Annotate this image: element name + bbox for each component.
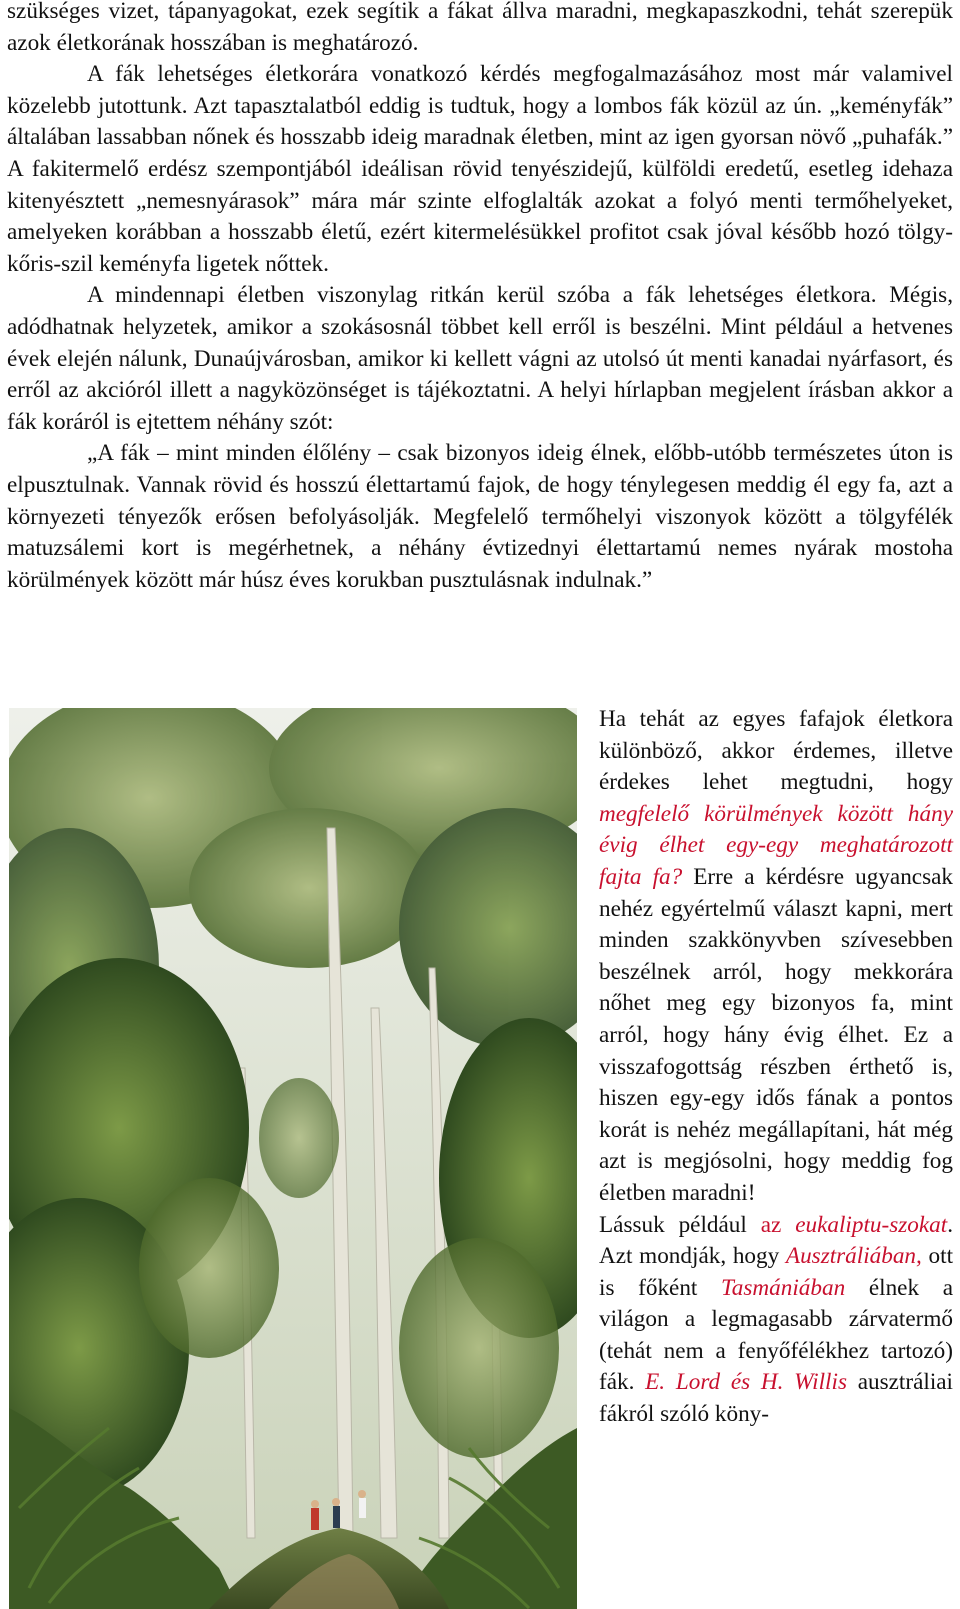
side-text-ending: ausztráliai fákról szóló köny- — [599, 1369, 953, 1428]
side-text-az: az — [760, 1211, 796, 1238]
side-text-eukaliptuszokat: eukaliptu-szokat — [795, 1211, 948, 1238]
side-text-block — [599, 704, 953, 1431]
main-text-block — [7, 0, 953, 596]
side-text-intro: Ha tehát az egyes fafajok életkora különböző, akkor érdemes, illetve érdekes lehet megtudni, hogy — [599, 706, 953, 796]
side-paragraph-eucalyptus — [599, 1210, 953, 1431]
side-text-authors: E. Lord és H. Willis — [645, 1369, 847, 1396]
side-text-legmagasabb: élnek a világon a legmagasabb zárvatermő (tehát nem a fenyőfélékhez tartozó) fák. — [599, 1274, 953, 1396]
side-text-tasmaniaban: Tasmániában — [721, 1274, 846, 1301]
side-paragraph-question — [599, 704, 953, 1210]
side-text-ausztraliaban: Ausztráliában, — [785, 1243, 922, 1270]
paragraph-continued: szükséges vizet, tápanyagokat, ezek segítik a fákat állva maradni, megkapaszkodni, tehát szerepük azok életkorának hosszában is meghatározó. — [7, 0, 953, 56]
paragraph-quote: „A fák – mint minden élőlény – csak bizonyos ideig élnek, előbb-utóbb természetes úton is elpusztulnak. Vannak rövid és hosszú élettartamú fajok, de hogy ténylegesen meddig él egy fa, azt a környezeti tényezők erősen befolyásolják. Megfelelő termőhelyi viszonyok között a tölgyfélék matuzsálemi kort is megérhetnek, a néhány évtizednyi élettartamú nemes nyárak mostoha körülmények között már húsz éves korukban pusztulásnak indulnak.” — [7, 440, 953, 593]
paragraph-tree-lifespan: A fák lehetséges életkorára vonatkozó kérdés megfogalmazásához most már valamivel közelebb jutottunk. Azt tapasztalatból eddig is tudtuk, hogy a lombos fák közül az ún. „keményfák” általában lassabban nőnek és hosszabb ideig maradnak életben, mint az igen gyorsan növő „puhafák.” A fakitermelő erdész szempontjából ideálisan rövid tenyészidejű, külföldi eredetű, esetleg idehaza kitenyésztett „nemesnyárasok” mára már szinte elfoglalták azokat a folyó menti termőhelyeket, amelyeken korábban a hosszabb életű, ezért kitermelésükkel profitot csak jóval később hozó tölgy-kőris-szil keményfa ligetek nőttek. — [7, 61, 953, 277]
side-text-question-highlight: megfelelő körülmények között hány évig élhet egy-egy meghatározott fajta fa? — [599, 800, 953, 890]
side-text-aztmondjak: . Azt mondják, hogy — [599, 1211, 953, 1270]
paragraph-everyday-life: A mindennapi életben viszonylag ritkán kerül szóba a fák lehetséges életkora. Mégis, adódhatnak helyzetek, amikor a szokásosnál többet kell erről is beszélni. Mint például a hetvenes évek elején nálunk, Dunaújvárosban, amikor ki kellett vágni az utolsó út menti kanadai nyárfasort, és erről az akcióról illett a nagyközönséget is tájékoztatni. A helyi hírlapban megjelent írásban akkor a fák koráról is ejtettem néhány szót: — [7, 282, 953, 435]
side-text-lassuk: Lássuk például — [599, 1211, 761, 1238]
eucalyptus-forest-photo — [9, 708, 577, 1609]
side-text-answer: Erre a kérdésre ugyancsak nehéz egyértelmű választ kapni, mert minden szakkönyvben szívesebben beszélnek arról, hogy mekkorára nőhet meg egy bizonyos fa, mint arról, hogy hány évig élhet. Ez a visszafogottság részben érthető is, hiszen egy-egy idős fának a pontos korát is nehéz megállapítani, hát még azt is megjósolni, hogy meddig fog életben maradni! — [599, 863, 953, 1206]
side-text-ott-is: ott is főként — [599, 1243, 954, 1301]
